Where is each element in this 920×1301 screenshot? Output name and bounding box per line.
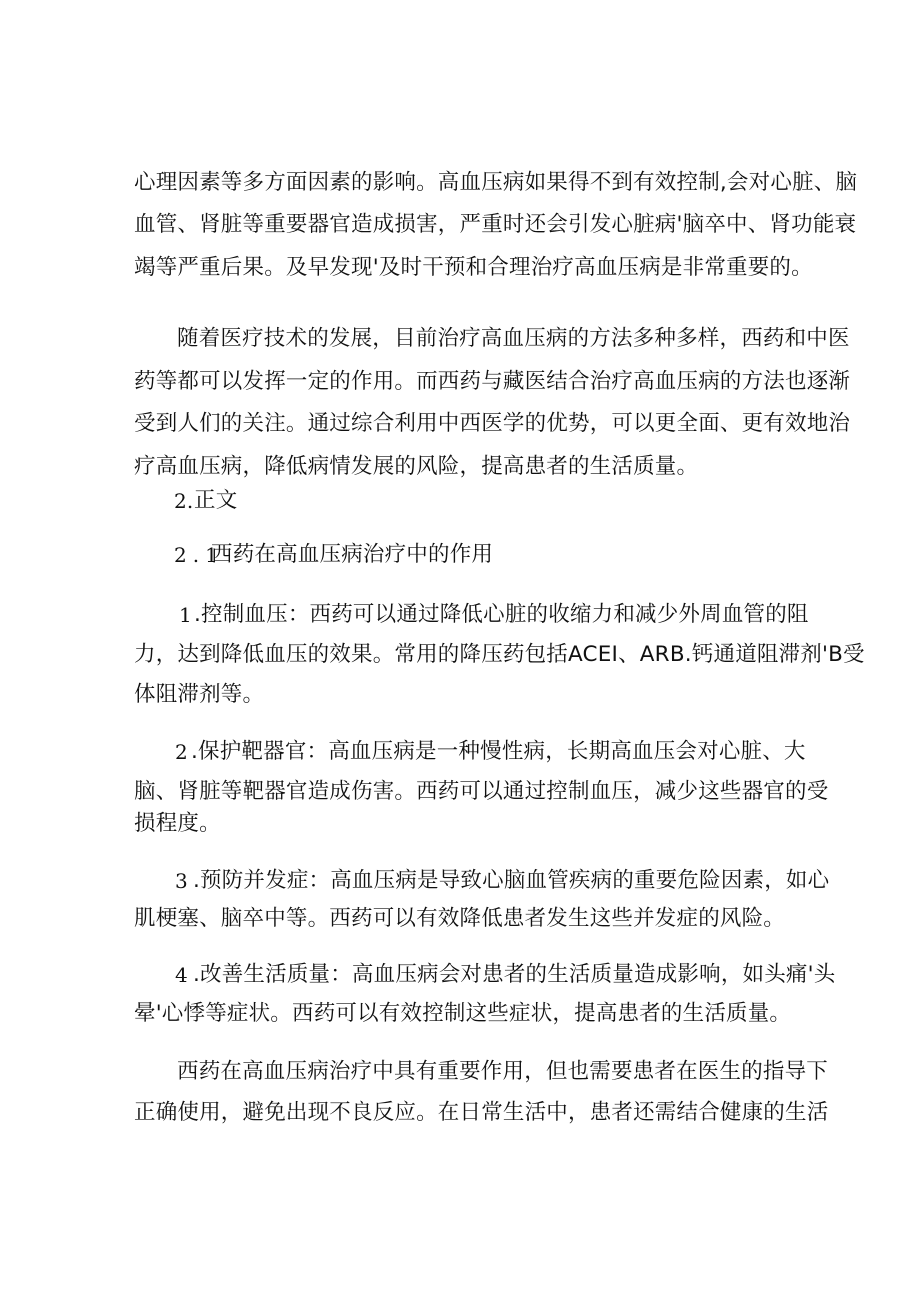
list-item-2-line-3 xyxy=(0,806,920,842)
list-item-2-line-2 xyxy=(0,774,920,810)
list-item-1-line-2 xyxy=(0,637,920,673)
list-item-1-line-1 xyxy=(0,597,920,633)
text: 疗高血压病，降低病情发展的风险，提高患者的生活质量。 xyxy=(134,454,699,479)
text: 正确使用，避免出现不良反应。在日常生活中，患者还需结合健康的生活 xyxy=(134,1100,829,1125)
text: .保护靶器官：高血压病是一种慢性病，长期高血压会对心脏、大 xyxy=(191,739,806,764)
list-item-1-line-3 xyxy=(0,677,920,713)
list-item-4-line-2 xyxy=(0,996,920,1032)
subsection-title: 西药在高血压病治疗中的作用 xyxy=(211,542,494,567)
text: 脑、肾脏等靶器官造成伤害。西药可以通过控制血压，减少这些器官的受 xyxy=(134,779,829,804)
paragraph-1-line-3 xyxy=(0,250,920,286)
list-item-number: 2 xyxy=(175,740,188,764)
text: 血管、肾脏等重要器官造成损害，严重时还会引发心脏病'脑卒中、肾功能衰 xyxy=(134,212,857,237)
subsection-number: 2.1 xyxy=(174,543,224,567)
section-heading xyxy=(0,483,920,519)
paragraph-2-line-1 xyxy=(0,321,920,357)
text: .改善生活质量：高血压病会对患者的生活质量造成影响，如头痛'头 xyxy=(193,962,836,987)
text: 体阻滞剂等。 xyxy=(134,682,265,707)
text: 晕'心悸等症状。西药可以有效控制这些症状，提高患者的生活质量。 xyxy=(134,1001,792,1026)
section-title: 正文 xyxy=(194,488,238,513)
list-item-number: 1 xyxy=(179,603,192,627)
list-item-3-line-2 xyxy=(0,901,920,937)
text: 损程度。 xyxy=(134,811,221,836)
paragraph-2-line-4 xyxy=(0,430,920,479)
list-item-2-line-1 xyxy=(0,734,920,770)
closing-paragraph-line-1 xyxy=(0,1054,920,1090)
list-item-4-line-1 xyxy=(0,957,920,993)
paragraph-1-line-1 xyxy=(0,165,920,201)
text: 西药在高血压病治疗中具有重要作用，但也需要患者在医生的指导下 xyxy=(177,1059,829,1084)
paragraph-1-line-2 xyxy=(0,207,920,243)
text: 受到人们的关注。通过综合利用中西医学的优势，可以更全面、更有效地治 xyxy=(134,411,851,436)
subsection-heading xyxy=(0,537,920,573)
text: 药等都可以发挥一定的作用。而西药与藏医结合治疗高血压病的方法也逐渐 xyxy=(134,369,851,394)
list-item-number: 3 xyxy=(175,869,188,893)
text: 随着医疗技术的发展，目前治疗高血压病的方法多种多样，西药和中医 xyxy=(177,326,850,351)
text: .控制血压：西药可以通过降低心脏的收缩力和减少外周血管的阻 xyxy=(194,602,809,627)
text: 竭等严重后果。及早发现'及时干预和合理治疗高血压病是非常重要的。 xyxy=(134,255,813,280)
section-number: 2. xyxy=(174,489,194,513)
text: 心理因素等多方面因素的影响。高血压病如果得不到有效控制,会对心脏、脑 xyxy=(134,170,858,195)
list-item-3-line-1 xyxy=(0,863,920,899)
paragraph-2-line-2 xyxy=(0,364,920,400)
list-item-number: 4 xyxy=(175,963,188,987)
text: 力，达到降低血压的效果。常用的降压药包括ACEI、ARB.钙通道阻滞剂'B受 xyxy=(134,642,865,667)
closing-paragraph-line-2 xyxy=(0,1095,920,1131)
text: .预防并发症：高血压病是导致心脑血管疾病的重要危险因素，如心 xyxy=(193,868,830,893)
text: 肌梗塞、脑卒中等。西药可以有效降低患者发生这些并发症的风险。 xyxy=(134,906,786,931)
